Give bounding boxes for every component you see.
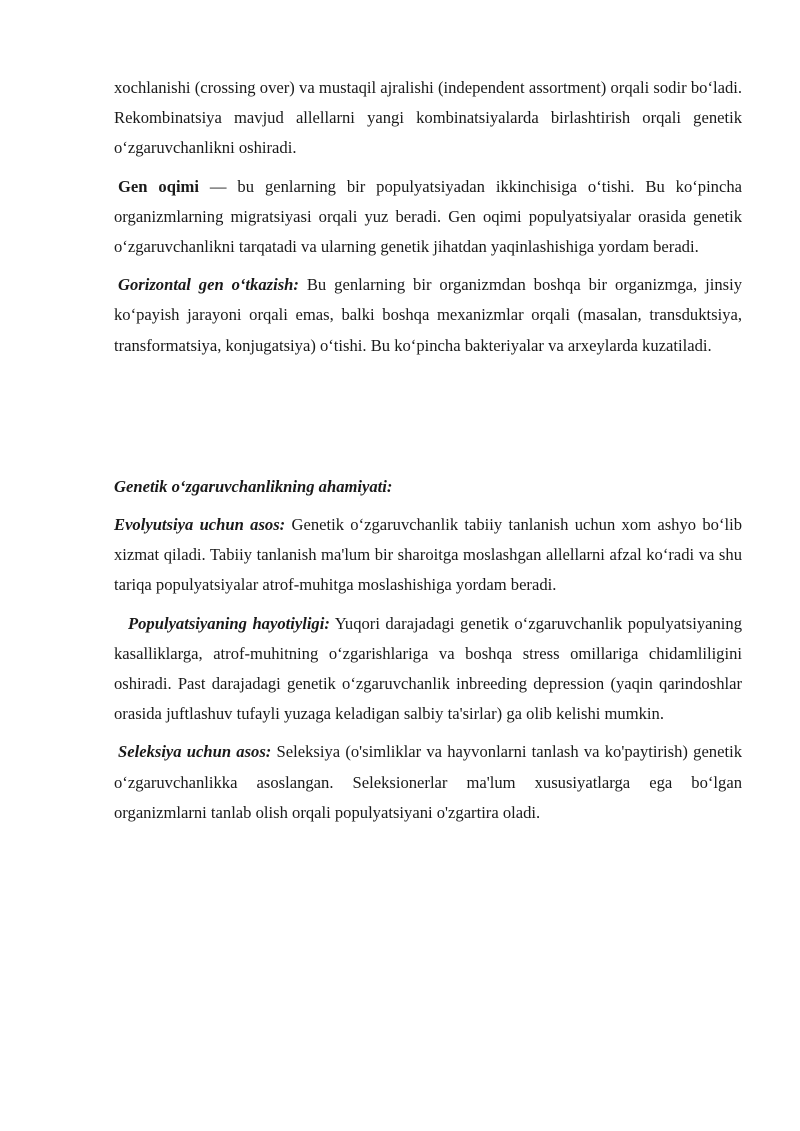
paragraph-population-viability <box>114 609 742 730</box>
paragraph-text: Genetik o‘zgaruvchanlik tabiiy tanlanish uchun xom ashyo bo‘lib xizmat qiladi. Tabiiy tanlanish ma'lum bir sharoitga moslashgan allellarni afzal ko‘radi va shu tariqa populyatsiyalar atrof-muhitga moslashishiga yordam beradi. <box>114 515 742 595</box>
paragraph-text: Bu genlarning bir organizmdan boshqa bir organizmga, jinsiy ko‘payish jarayoni orqali emas, balki boshqa mexanizmlar orqali (masalan, transduktsiya, transformatsiya, konjugatsiya) o‘tishi. Bu ko‘pincha bakteriyalar va arxeylarda kuzatiladi. <box>114 275 742 355</box>
paragraph-recombination <box>114 73 742 164</box>
term-selection-basis: Seleksiya uchun asos: <box>118 742 272 762</box>
term-evolution-basis: Evolyutsiya uchun asos: <box>114 515 286 535</box>
paragraph-text: Yuqori darajadagi genetik o‘zgaruvchanlik populyatsiyaning kasalliklarga, atrof-muhitning o‘zgarishlariga va boshqa stress omillariga chidamliligini oshiradi. Past darajadagi genetik o‘zgaruvchanlik inbreeding depression (yaqin qarindoshlar orasida juftlashuv tufayli yuzaga keladigan salbiy ta'sirlar) ga olib kelishi mumkin. <box>114 613 742 724</box>
term-population-viability: Populyatsiyaning hayotiyligi: <box>128 613 330 633</box>
document-page <box>114 73 742 828</box>
paragraph-text: Seleksiya (o'simliklar va hayvonlarni tanlash va ko'paytirish) genetik o‘zgaruvchanlikka asoslangan. Seleksionerlar ma'lum xususiyatlarga ega bo‘lgan organizmlarni tanlab olish orqali populyatsiyani o'zgartira oladi. <box>114 742 742 822</box>
paragraph-text: xochlanishi (crossing over) va mustaqil ajralishi (independent assortment) orqali sodir bo‘ladi. Rekombinatsiya mavjud allellarni yangi kombinatsiyalarda birlashtirish orqali genetik o‘zgaruvchanlikni oshiradi. <box>114 78 742 158</box>
paragraph-text: — bu genlarning bir populyatsiyadan ikkinchisiga o‘tishi. Bu ko‘pincha organizmlarning migratsiyasi orqali yuz beradi. Gen oqimi populyatsiyalar orasida genetik o‘zgaruvchanlikni tarqatadi va ularning genetik jihatdan yaqinlashishiga yordam beradi. <box>114 176 743 257</box>
paragraph-evolution-basis <box>114 510 742 601</box>
term-horizontal-gene-transfer: Gorizontal gen o‘tkazish: <box>118 275 299 295</box>
paragraph-selection-basis <box>114 737 742 828</box>
section-heading: Genetik o‘zgaruvchanlikning ahamiyati: <box>114 476 393 496</box>
paragraph-gene-flow <box>114 172 742 263</box>
term-gene-flow: Gen oqimi <box>118 176 199 196</box>
paragraph-horizontal-gene-transfer <box>114 270 742 361</box>
